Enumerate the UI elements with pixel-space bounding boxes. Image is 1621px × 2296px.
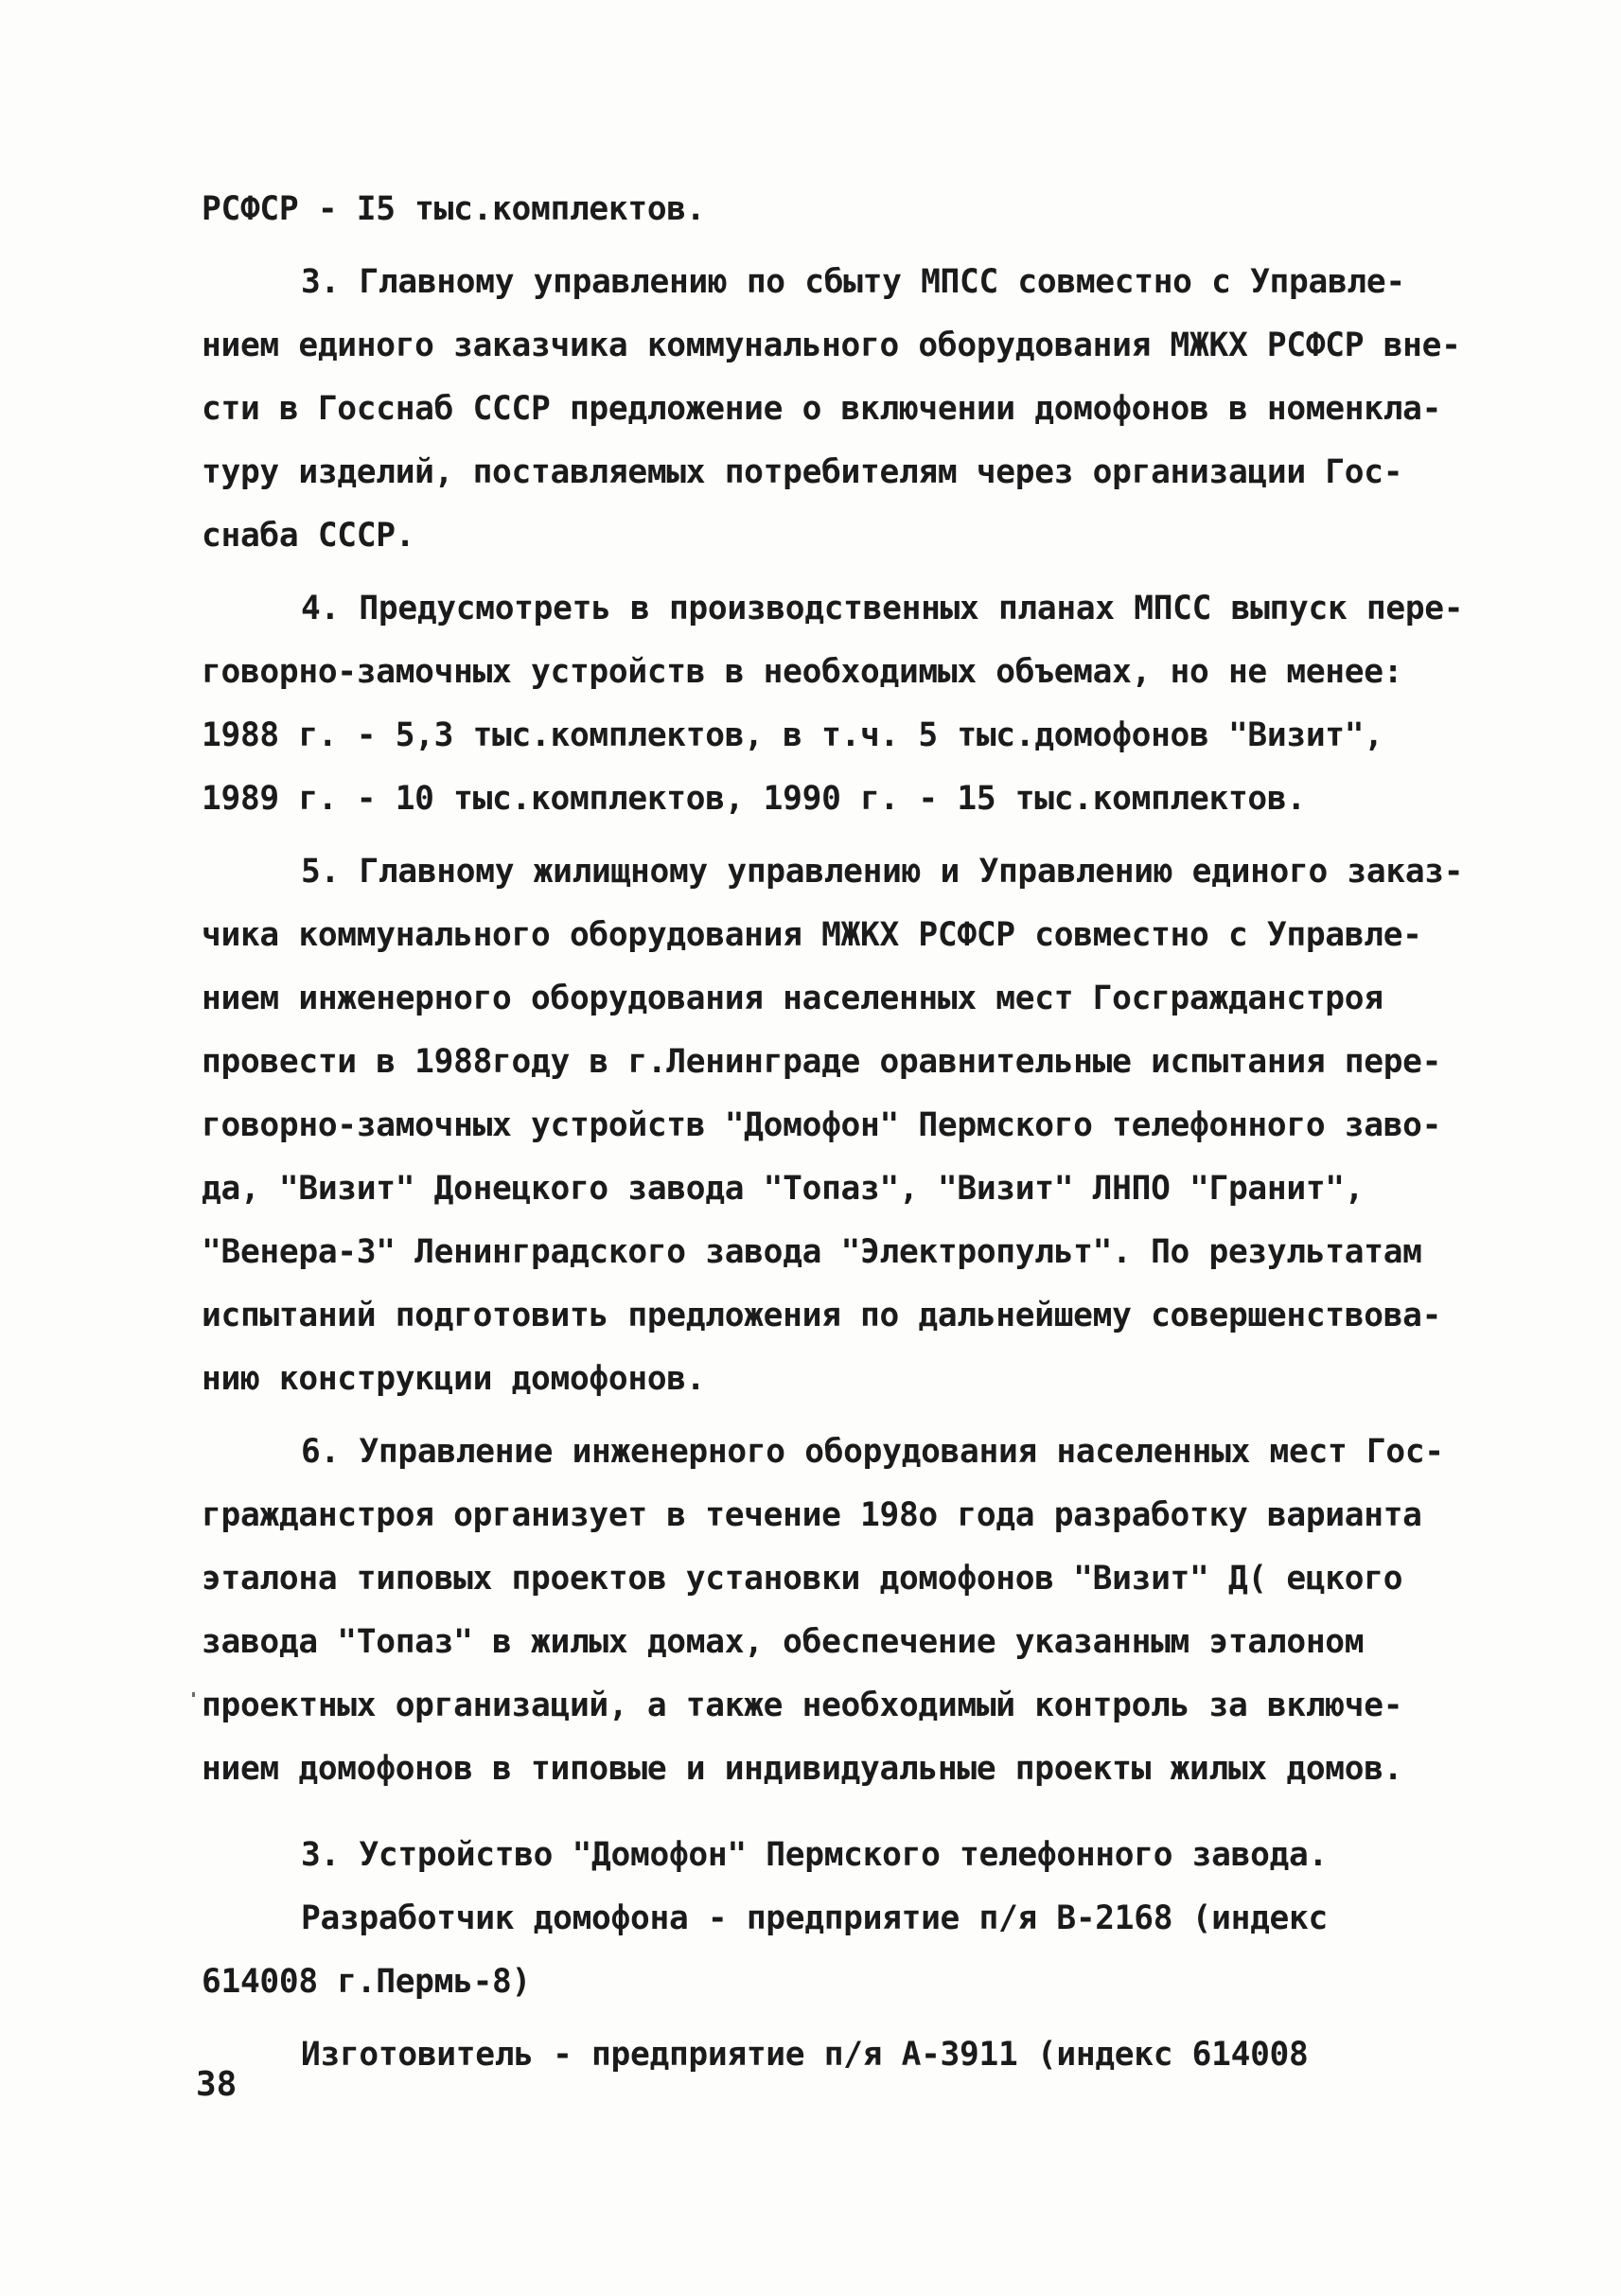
text-line: "Венера-3" Ленинградского завода "Электропульт". По результатам: [202, 1233, 1422, 1271]
developer-address-line: 614008 г.Пермь-8): [202, 1963, 532, 2001]
page-number: 38: [196, 2065, 238, 2104]
section-heading: 3. Устройство "Домофон" Пермского телефонного завода.: [301, 1836, 1328, 1874]
text-line: РСФСР - I5 тыс.комплектов.: [202, 190, 706, 228]
item-4-line: 4. Предусмотреть в производственных планах МПСС выпуск пере-: [301, 590, 1464, 627]
item-3-line: 3. Главному управлению по сбыту МПСС совместно с Управле-: [301, 263, 1405, 301]
text-line: проектных организаций, а также необходимый контроль за включе-: [202, 1687, 1403, 1724]
text-line: эталона типовых проектов установки домофонов "Визит" Д( ецкого: [202, 1560, 1403, 1598]
text-line: нием инженерного оборудования населенных мест Госгражданстроя: [202, 980, 1383, 1017]
text-line: нием единого заказчика коммунального оборудования МЖКХ РСФСР вне-: [202, 327, 1461, 364]
scan-speck: [192, 1692, 195, 1697]
developer-line: Разработчик домофона - предприятие п/я В-2168 (индекс: [301, 1899, 1328, 1937]
item-5-line: 5. Главному жилищному управлению и Управлению единого заказ-: [301, 853, 1464, 891]
text-line: испытаний подготовить предложения по дальнейшему совершенствова-: [202, 1297, 1442, 1334]
text-line: да, "Визит" Донецкого завода "Топаз", "Визит" ЛНПО "Гранит",: [202, 1170, 1365, 1208]
text-line: говорно-замочных устройств в необходимых объемах, но не менее:: [202, 653, 1403, 691]
text-line: провести в 1988году в г.Ленинграде оравнительные испытания пере-: [202, 1043, 1442, 1081]
text-line: говорно-замочных устройств "Домофон" Пермского телефонного заво-: [202, 1106, 1442, 1144]
text-line: нию конструкции домофонов.: [202, 1360, 706, 1398]
text-line: чика коммунального оборудования МЖКХ РСФСР совместно с Управле-: [202, 916, 1422, 954]
text-line: сти в Госснаб СССР предложение о включении домофонов в номенкла-: [202, 390, 1442, 428]
text-line: 1988 г. - 5,3 тыс.комплектов, в т.ч. 5 тыс.домофонов "Визит",: [202, 716, 1383, 754]
text-line: завода "Топаз" в жилых домах, обеспечение указанным эталоном: [202, 1623, 1365, 1661]
text-line: туру изделий, поставляемых потребителям через организации Гос-: [202, 453, 1403, 491]
item-6-line: 6. Управление инженерного оборудования населенных мест Гос-: [301, 1433, 1444, 1471]
text-line: 1989 г. - 10 тыс.комплектов, 1990 г. - 15 тыс.комплектов.: [202, 780, 1306, 818]
text-line: снаба СССР.: [202, 517, 415, 555]
document-text: [202, 178, 1464, 2087]
text-line: гражданстроя организует в течение 198о года разработку варианта: [202, 1496, 1422, 1534]
manufacturer-line: Изготовитель - предприятие п/я А-3911 (индекс 614008: [301, 2036, 1309, 2074]
text-line: нием домофонов в типовые и индивидуальные проекты жилых домов.: [202, 1750, 1403, 1788]
